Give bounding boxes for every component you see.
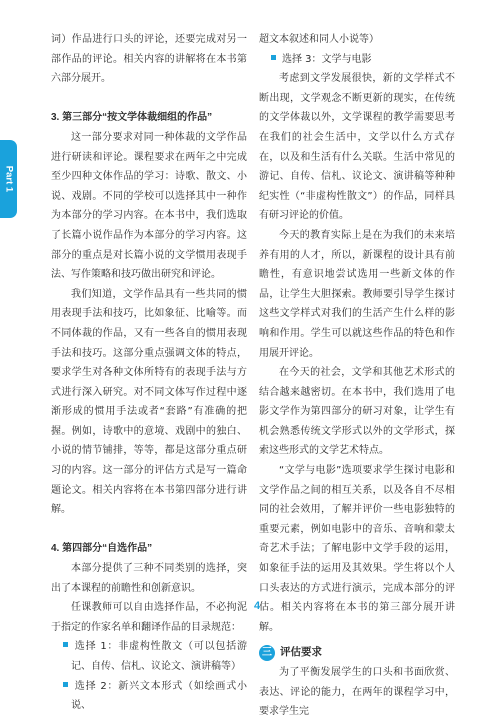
list-item-text: 选择 3：文学与电影 xyxy=(282,53,372,65)
list-item xyxy=(51,637,247,676)
right-column xyxy=(259,30,455,722)
paragraph: 本部分提供了三种不同类别的选择，突出了本课程的前瞻性和创新意识。 xyxy=(51,563,247,594)
paragraph: 任课教师可以自由选择作品，不必拘泥于指定的作家名单和翻译作品的目录规范： xyxy=(51,602,247,633)
list-item-text: 选择 1：非虚构性散文（可以包括游记、自传、信札、议论文、演讲稿等） xyxy=(71,641,247,672)
paragraph: 词）作品进行口头的评论，还要完成对另一部作品的评论。相关内容的讲解将在本书第六部分展开。 xyxy=(51,34,247,85)
paragraph: 我们知道，文学作品具有一些共同的惯用表现手法和技巧，比如象征、比喻等。而不同体裁的作品，又有一些各自的惯用表现手法和技巧。这部分重点强调文体的特点，要求学生对各种文体所特有的表现手法与方式进行深入研究。对不同文体写作过程中逐渐形成的惯用手法或者“套路”有准确的把握。例如，诗歌中的意境、戏剧中的独白、小说的情节铺排，等等，都是这部分重点研习的内容。这一部分的评估方式是写一篇命题论文。相关内容将在本书第四部分进行讲解。 xyxy=(51,288,247,516)
paragraph: 这一部分要求对同一种体裁的文学作品进行研读和评论。课程要求在两年之中完成至少四种文体作品的学习：诗歌、散文、小说、戏剧。不同的学校可以选择其中一种作为本部分的学习内容。在本书中，我们选取了长篇小说作品作为本部分的学习内容。这部分的重点是对长篇小说的文学惯用表现手法、写作策略和技巧做出研究和评论。 xyxy=(51,131,247,281)
section-heading xyxy=(259,643,455,663)
section-title: 评估要求 xyxy=(280,646,322,659)
heading-part4: 4. 第四部分“自选作品” xyxy=(51,543,153,555)
paragraph: 为了平衡发展学生的口头和书面欣赏、表达、评论的能力，在两年的课程学习中，要求学生完 xyxy=(259,667,455,718)
page-number: 4 xyxy=(253,600,261,612)
paragraph: 考虑到文学发展很快，新的文学样式不断出现，文学观念不断更新的现实，在传统的文学体裁以外，文学课程的教学需要思考在我们的社会生活中，文学以什么方式存在，以及和生活有什么关联。生活中常见的游记、自传、信札、议论文、演讲稿等种种纪实性（“非虚构性散文”）的作品，同样具有研习评论的价值。 xyxy=(259,73,455,222)
list-item xyxy=(51,677,247,716)
left-column xyxy=(51,30,247,716)
bullet-icon xyxy=(271,55,276,60)
paragraph: 超文本叙述和同人小说等） xyxy=(259,34,379,45)
list-item xyxy=(259,50,455,70)
heading-part3: 3. 第三部分“按文学体裁细组的作品” xyxy=(51,112,213,124)
paragraph: “文学与电影”选项要求学生探讨电影和文学作品之间的相互关系，以及各自不尽相同的社会效用，了解并评价一些电影独特的重要元素，例如电影中的音乐、音响和蒙太奇艺术手法；了解电影中文学手段的运用，如象征手法的运用及其效果。学生将以个人口头表达的方式进行演示，完成本部分的评估。相关内容将在本书的第三部分展开讲解。 xyxy=(259,465,455,633)
section-number-badge: 三 xyxy=(259,645,275,661)
bullet-icon xyxy=(63,642,68,647)
list-item-text: 选择 2：新兴文本形式（如绘画式小说、 xyxy=(71,680,247,712)
paragraph: 在今天的社会，文学和其他艺术形式的结合越来越密切。在本书中，我们选用了电影文学作为第四部分的研习对象，让学生有机会熟悉传统文学形式以外的文学形式，探索这些形式的文学艺术特点。 xyxy=(259,367,455,457)
paragraph: 今天的教育实际上是在为我们的未来培养有用的人才，所以，新课程的设计具有前瞻性，有意识地尝试选用一些新文体的作品，让学生大胆探索。教师要引导学生探讨这些文学样式对我们的生活产生什么样的影响和作用。学生可以就这些作品的特色和作用展开评论。 xyxy=(259,229,455,359)
bullet-icon xyxy=(63,682,68,687)
part-tab-label: Part 1 xyxy=(3,165,15,193)
